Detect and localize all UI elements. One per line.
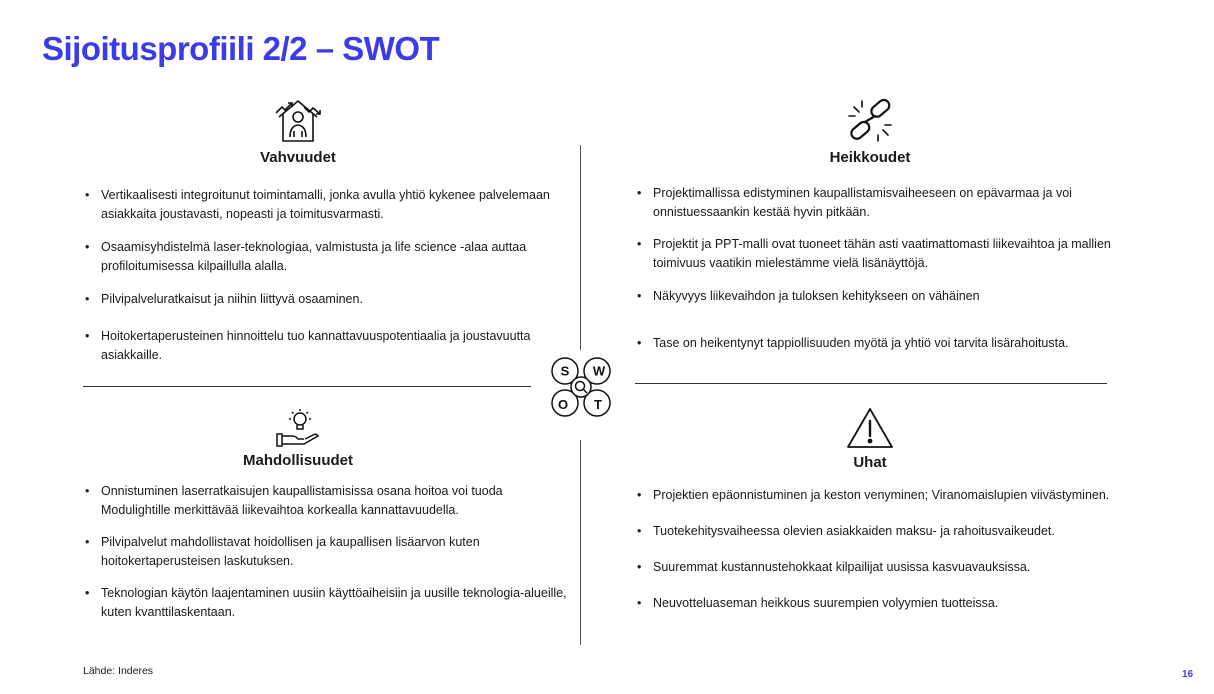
broken-chain-icon bbox=[845, 97, 895, 145]
source-note: Lähde: Inderes bbox=[83, 665, 154, 677]
weaknesses-title: Heikkoudet bbox=[829, 149, 911, 166]
opportunities-quadrant bbox=[83, 408, 573, 622]
list-item: • Projektien epäonnistuminen ja keston venyminen; Viranomaislupien viivästyminen. bbox=[635, 486, 1135, 505]
warning-triangle-icon bbox=[845, 406, 895, 450]
list-item: • Vertikaalisesti integroitunut toimintamalli, jonka avulla yhtiö kykenee palvelemaan asiakkaita joustavasti, nopeasti ja toimitusvarmasti. bbox=[83, 186, 573, 224]
strengths-quadrant bbox=[83, 97, 573, 365]
swot-letter-s: S bbox=[560, 363, 570, 379]
strengths-title: Vahvuudet bbox=[260, 149, 336, 166]
opportunities-list bbox=[83, 482, 573, 622]
person-house-growth-icon bbox=[273, 97, 323, 145]
opportunities-title: Mahdollisuudet bbox=[243, 452, 353, 469]
list-item: • Pilvipalveluratkaisut ja niihin liittyvä osaaminen. bbox=[83, 290, 573, 309]
vertical-divider-top bbox=[580, 145, 581, 350]
swot-letter-w: W bbox=[592, 363, 606, 379]
swot-letter-o: O bbox=[557, 397, 569, 412]
list-item: • Tuotekehitysvaiheessa olevien asiakkaiden maksu- ja rahoitusvaikeudet. bbox=[635, 522, 1135, 541]
weaknesses-list bbox=[635, 184, 1135, 353]
list-item: • Tase on heikentynyt tappiollisuuden myötä ja yhtiö voi tarvita lisärahoitusta. bbox=[635, 334, 1135, 353]
swot-letter-t: T bbox=[594, 397, 602, 412]
list-item: • Projektimallissa edistyminen kaupallistamisvaiheeseen on epävarmaa ja voi onnistuessaankin kestää hyvin pitkään. bbox=[635, 184, 1135, 222]
vertical-divider-bottom bbox=[580, 440, 581, 645]
list-item: • Projektit ja PPT-malli ovat tuoneet tähän asti vaatimattomasti liikevaihtoa ja mallien toimivuus vaatikin mielestämme vielä lisänäyttöjä. bbox=[635, 235, 1135, 273]
threats-title: Uhat bbox=[853, 454, 887, 471]
threats-list bbox=[635, 486, 1135, 613]
list-item: • Neuvotteluaseman heikkous suurempien volyymien tuotteissa. bbox=[635, 594, 1135, 613]
weaknesses-quadrant bbox=[635, 97, 1135, 353]
list-item: • Pilvipalvelut mahdollistavat hoidollisen ja kaupallisen lisäarvon kuten hoitokertaperusteisen laskutuksen. bbox=[83, 533, 573, 571]
page-number: 16 bbox=[1182, 669, 1194, 680]
list-item: • Teknologian käytön laajentaminen uusiin käyttöaiheisiin ja uusille teknologia-alueille, kuten kvanttilaskentaan. bbox=[83, 584, 573, 622]
list-item: • Näkyvyys liikevaihdon ja tuloksen kehitykseen on vähäinen bbox=[635, 287, 1135, 306]
strengths-list bbox=[83, 186, 573, 365]
horizontal-divider-right bbox=[635, 383, 1107, 384]
page-title: Sijoitusprofiili 2/2 – SWOT bbox=[42, 30, 440, 67]
list-item: • Onnistuminen laserratkaisujen kaupallistamisissa osana hoitoa voi tuoda Modulightille merkittävää liikevaihtoa korkealla kannattavuudella. bbox=[83, 482, 573, 520]
horizontal-divider-left bbox=[83, 386, 531, 387]
threats-quadrant bbox=[635, 406, 1135, 613]
list-item: • Osaamisyhdistelmä laser-teknologiaa, valmistusta ja life science -alaa auttaa profiloitumisessa kilpaillulla alalla. bbox=[83, 238, 573, 276]
list-item: • Suuremmat kustannustehokkaat kilpailijat uusissa kasvuavauksissa. bbox=[635, 558, 1135, 577]
lightbulb-hand-icon bbox=[274, 408, 322, 448]
list-item: • Hoitokertaperusteinen hinnoittelu tuo kannattavuuspotentiaalia ja joustavuutta asiakkaille. bbox=[83, 327, 573, 365]
